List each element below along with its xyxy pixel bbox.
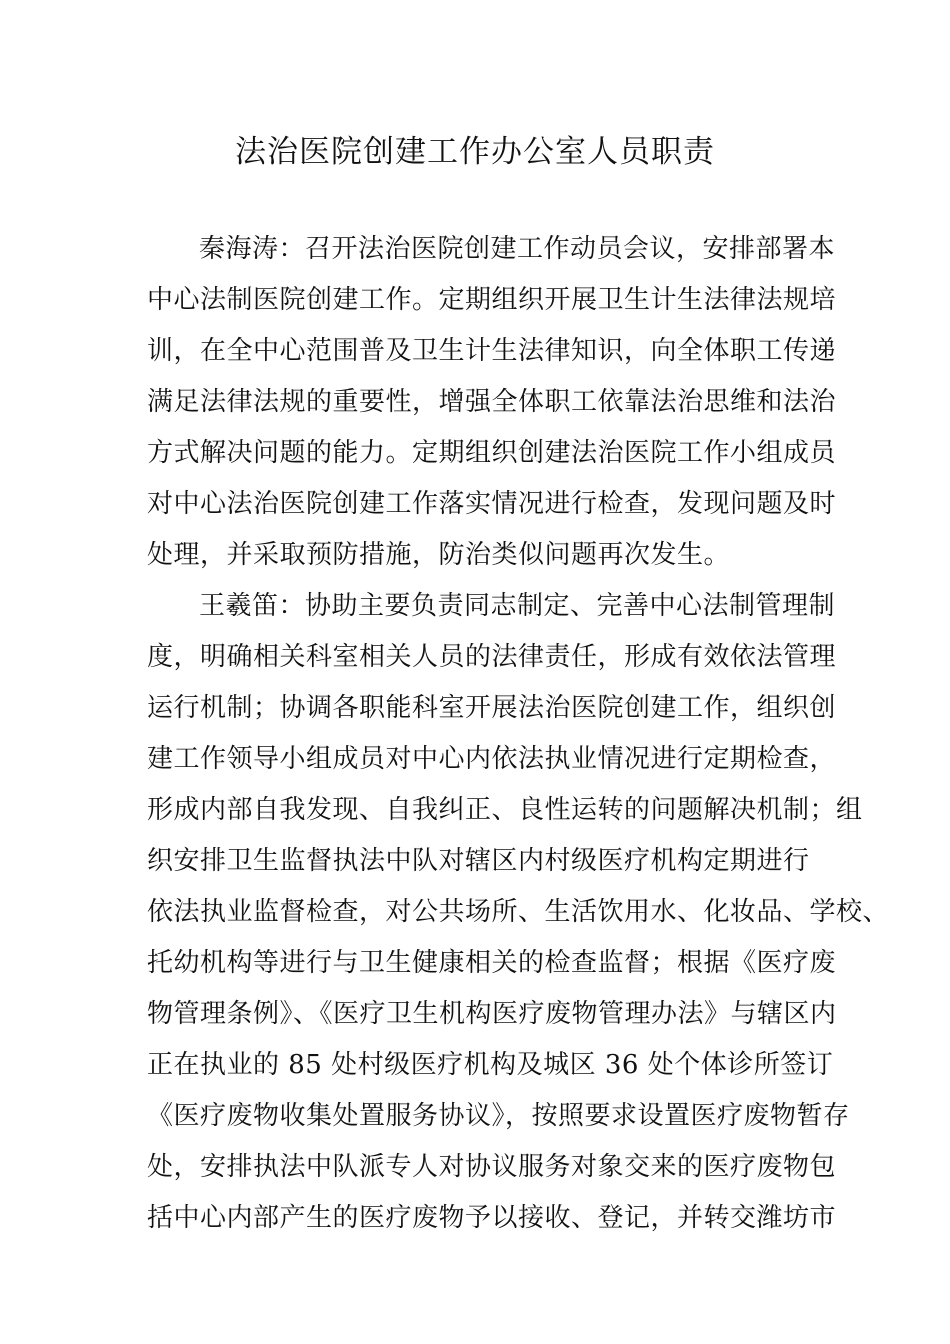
text-line: 中心法制医院创建工作。定期组织开展卫生计生法律法规培 xyxy=(147,285,837,315)
text-line: 方式解决问题的能力。定期组织创建法治医院工作小组成员 xyxy=(147,438,837,468)
text-line: 秦海涛：召开法治医院创建工作动员会议，安排部署本 xyxy=(199,234,836,264)
text-line: 对中心法治医院创建工作落实情况进行检查，发现问题及时 xyxy=(147,489,837,519)
paragraph-qin-haitao xyxy=(147,224,837,581)
text-line: 训，在全中心范围普及卫生计生法律知识，向全体职工传递 xyxy=(147,336,837,366)
text-line: 《医疗废物收集处置服务协议》，按照要求设置医疗废物暂存 xyxy=(147,1101,850,1131)
document-body xyxy=(147,224,890,1244)
text-line: 王羲笛：协助主要负责同志制定、完善中心法制管理制 xyxy=(199,591,836,621)
text-line: 托幼机构等进行与卫生健康相关的检查监督；根据《医疗废 xyxy=(147,948,837,978)
document-title: 法治医院创建工作办公室人员职责 xyxy=(235,134,715,170)
text-line: 建工作领导小组成员对中心内依法执业情况进行定期检查， xyxy=(147,744,837,774)
paragraph-wang-xidi xyxy=(147,581,890,1244)
text-line: 括中心内部产生的医疗废物予以接收、登记，并转交潍坊市 xyxy=(147,1203,837,1233)
text-line: 处理，并采取预防措施，防治类似问题再次发生。 xyxy=(147,540,731,570)
text-line: 织安排卫生监督执法中队对辖区内村级医疗机构定期进行 xyxy=(147,846,810,876)
text-line: 运行机制；协调各职能科室开展法治医院创建工作，组织创 xyxy=(147,693,837,723)
text-line: 处，安排执法中队派专人对协议服务对象交来的医疗废物包 xyxy=(147,1152,837,1182)
text-line: 度，明确相关科室相关人员的法律责任，形成有效依法管理 xyxy=(147,642,837,672)
text-line: 依法执业监督检查，对公共场所、生活饮用水、化妆品、学校、 xyxy=(147,897,890,927)
text-line: 形成内部自我发现、自我纠正、良性运转的问题解决机制；组 xyxy=(147,795,863,825)
text-line: 满足法律法规的重要性，增强全体职工依靠法治思维和法治 xyxy=(147,387,837,417)
text-line: 物管理条例》、《医疗卫生机构医疗废物管理办法》与辖区内 xyxy=(147,999,837,1029)
text-line: 正在执业的 85 处村级医疗机构及城区 36 处个体诊所签订 xyxy=(147,1050,834,1080)
